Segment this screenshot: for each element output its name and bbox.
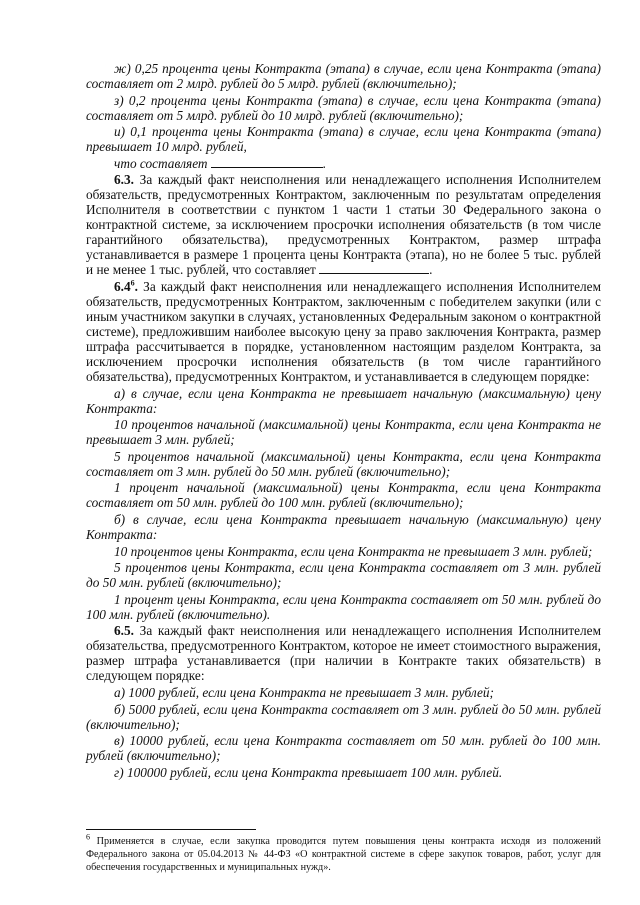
amount-blank <box>319 262 429 274</box>
section-6-5 <box>86 623 601 683</box>
clause-i: и) 0,1 процента цены Контракта (этапа) в случае, если цена Контракта (этапа) превышает 10 млрд. рублей, <box>86 124 601 155</box>
clause-6-5-g: г) 100000 рублей, если цена Контракта превышает 100 млн. рублей. <box>114 764 503 780</box>
section-6-3 <box>86 172 601 277</box>
section-number: $6.4^6$. <box>114 278 138 294</box>
clause-b-2: 5 процентов цены Контракта, если цена Контракта составляет от 3 млн. рублей до 50 млн. рублей (включительно); <box>86 560 601 591</box>
amount-line <box>86 156 601 171</box>
period: . <box>429 262 433 278</box>
footnote-text: Применяется в случае, если закупка проводится путем повышения цены контракта исходя из положений Федерального закона от 05.04.2013 № 44-ФЗ «О контрактной системе в сфере закупок товаров, работ, услуг для обеспечения государственных и муниципальных нужд». <box>86 836 601 873</box>
section-text: За каждый факт неисполнения или ненадлежащего исполнения Исполнителем обязательства, предусмотренного Контрактом, которое не имеет стоимостного выражения, размер штрафа устанавливается (при наличии в Контракте таких обязательств) в следующем порядке: <box>86 623 601 684</box>
amount-label: что составляет <box>114 155 208 171</box>
clause-b: б) в случае, если цена Контракта превышает начальную (максимальную) цену Контракта: <box>86 511 601 542</box>
clause-b-3: 1 процент цены Контракта, если цена Контракта составляет от 50 млн. рублей до 100 млн. рублей (включительно). <box>86 591 601 622</box>
clause-6-5-a: а) 1000 рублей, если цена Контракта не превышает 3 млн. рублей; <box>114 684 494 700</box>
clause-a-1: 10 процентов начальной (максимальной) цены Контракта, если цена Контракта не превышает 3 млн. рублей; <box>86 417 601 448</box>
document-page <box>86 61 601 781</box>
section-number: 6.5. <box>114 623 134 639</box>
footnote-separator <box>86 829 256 830</box>
section-number: 6.3. <box>114 172 134 188</box>
amount-blank <box>211 156 323 168</box>
clause-z: з) 0,2 процента цены Контракта (этапа) в случае, если цена Контракта (этапа) составляет от 5 млрд. рублей до 10 млрд. рублей (включительно); <box>86 92 601 123</box>
clause-a-3: 1 процент начальной (максимальной) цены Контракта, если цена Контракта составляет от 50 млн. рублей до 100 млн. рублей (включительно); <box>86 480 601 511</box>
clause-zh: ж) 0,25 процента цены Контракта (этапа) в случае, если цена Контракта (этапа) составляет от 2 млрд. рублей до 5 млрд. рублей (включительно); <box>86 61 601 91</box>
footnote-ref: 6 <box>130 278 135 288</box>
footnote-mark: 6 <box>86 832 90 842</box>
section-text: За каждый факт неисполнения или ненадлежащего исполнения Исполнителем обязательств, предусмотренных Контрактом, заключенным с победителем закупки (или с иным участником закупки в случаях, установленных Федеральным законом о контрактной системе), предложившим наиболее высокую цену за право заключения Контракта, размер штрафа рассчитывается в порядке, установленном настоящим разделом Контракта, за исключением просрочки исполнения обязательств (в том числе гарантийного обязательства), предусмотренных Контрактом, и устанавливается в следующем порядке: <box>86 278 601 384</box>
clause-6-5-v: в) 10000 рублей, если цена Контракта составляет от 50 млн. рублей до 100 млн. рублей (включительно); <box>86 733 601 764</box>
clause-a-2: 5 процентов начальной (максимальной) цены Контракта, если цена Контракта составляет от 3 млн. рублей до 50 млн. рублей (включительно); <box>86 448 601 479</box>
clause-a: а) в случае, если цена Контракта не превышает начальную (максимальную) цену Контракта: <box>86 385 601 416</box>
period: . <box>322 155 327 171</box>
clause-b-1: 10 процентов цены Контракта, если цена Контракта не превышает 3 млн. рублей; <box>114 543 593 559</box>
footnote <box>86 832 601 874</box>
section-6-4 <box>86 279 601 384</box>
section-text: За каждый факт неисполнения или ненадлежащего исполнения Исполнителем обязательств, предусмотренных Контрактом, заключенным по результатам определения Исполнителя в соответствии с пунктом 1 части 1 статьи 30 Федерального закона о контрактной системе, за исключением просрочки исполнения обязательств (в том числе гарантийного обязательства), предусмотренных Контрактом, размер штрафа устанавливается в размере 1 процента цены Контракта (этапа), но не более 5 тыс. рублей и не менее 1 тыс. рублей, что составляет <box>86 172 601 278</box>
clause-6-5-b: б) 5000 рублей, если цена Контракта составляет от 3 млн. рублей до 50 млн. рублей (включительно); <box>86 701 601 732</box>
